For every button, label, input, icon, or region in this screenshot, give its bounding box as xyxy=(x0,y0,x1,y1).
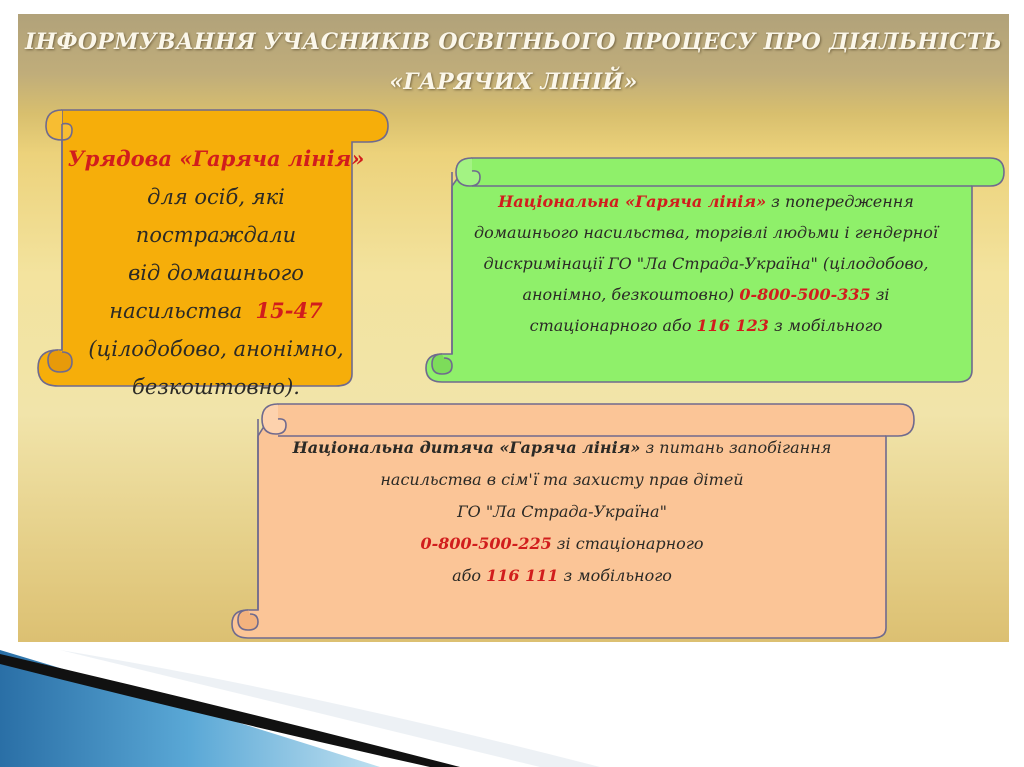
national-hotline-name: Національна «Гаряча лінія» xyxy=(498,192,767,211)
slide-title-line-1: ІНФОРМУВАННЯ УЧАСНИКІВ ОСВІТНЬОГО ПРОЦЕСУ ПРО ДІЯЛЬНІСТЬ xyxy=(24,29,1003,55)
national-hotline-text xyxy=(456,186,956,341)
national-hotline-line-7: з мобільного xyxy=(768,316,883,335)
slide-title xyxy=(18,22,1009,102)
government-hotline-line-3: насильства xyxy=(109,299,243,323)
government-hotline-line-4: (цілодобово, анонімно, xyxy=(88,337,344,361)
children-hotline-name: Національна дитяча «Гаряча лінія» xyxy=(292,438,641,457)
children-hotline-line-1: з питань запобігання xyxy=(640,438,832,457)
scroll-national-hotline xyxy=(412,144,990,384)
government-hotline-text xyxy=(66,140,366,406)
children-hotline-text xyxy=(272,432,852,592)
children-hotline-line-2: насильства в сім'ї та захисту прав дітей xyxy=(380,470,744,489)
government-hotline-line-5: безкоштовно). xyxy=(132,375,300,399)
national-hotline-line-3: дискримінації ГО "Ла Страда-Україна" (цілодобово, xyxy=(483,254,929,273)
national-hotline-line-6: стаціонарного або xyxy=(529,316,697,335)
decorative-swoosh xyxy=(0,650,1024,767)
children-hotline-line-6: з мобільного xyxy=(558,566,672,585)
national-hotline-phone-landline: 0-800-500-335 xyxy=(739,285,871,304)
children-hotline-line-5: або xyxy=(452,566,487,585)
government-hotline-phone: 15-47 xyxy=(255,298,323,323)
national-hotline-phone-mobile: 116 123 xyxy=(696,316,769,335)
national-hotline-line-2: домашнього насильства, торгівлі людьми і гендерної xyxy=(474,223,938,242)
slide-title-line-2: «ГАРЯЧИХ ЛІНІЙ» xyxy=(389,69,638,95)
scroll-children-hotline xyxy=(210,392,900,640)
government-hotline-name: Урядова «Гаряча лінія» xyxy=(67,146,365,171)
government-hotline-line-1: для осіб, які постраждали xyxy=(135,185,297,247)
children-hotline-line-4: зі стаціонарного xyxy=(551,534,704,553)
children-hotline-phone-mobile: 116 111 xyxy=(486,566,559,585)
children-hotline-phone-landline: 0-800-500-225 xyxy=(420,534,552,553)
scroll-government-hotline xyxy=(28,94,384,399)
national-hotline-line-1: з попередження xyxy=(766,192,914,211)
national-hotline-line-4: анонімно, безкоштовно) xyxy=(522,285,740,304)
government-hotline-line-2: від домашнього xyxy=(128,261,304,285)
national-hotline-line-5: зі xyxy=(870,285,890,304)
children-hotline-line-3: ГО "Ла Страда-Україна" xyxy=(457,502,667,521)
